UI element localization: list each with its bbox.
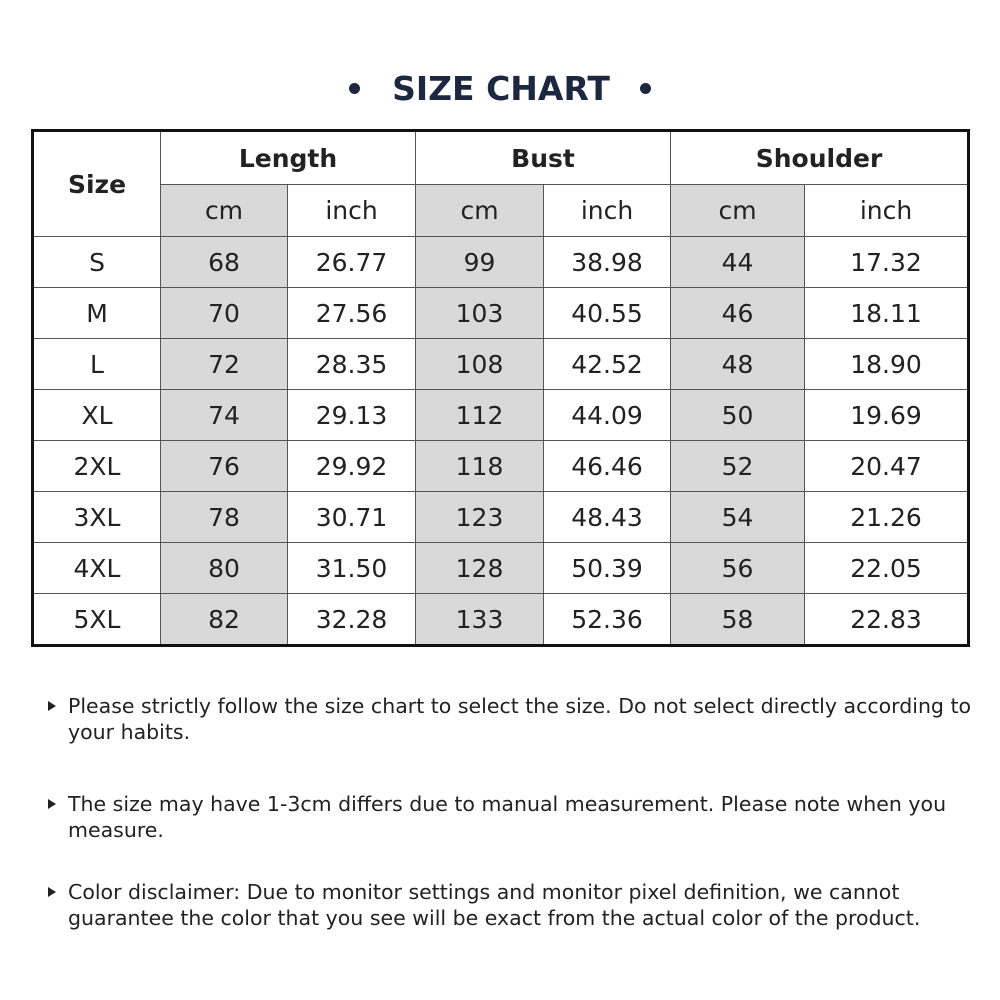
- triangle-bullet-icon: [48, 799, 56, 809]
- shoulder-group-header: Shoulder: [671, 131, 969, 185]
- size-cell: 4XL: [33, 543, 161, 594]
- value-cell: 58: [671, 594, 805, 646]
- value-cell: 68: [161, 237, 288, 288]
- notes-list: [48, 693, 988, 931]
- length-group-header: Length: [161, 131, 416, 185]
- list-item: [48, 693, 988, 745]
- list-item: [48, 791, 988, 843]
- size-cell: S: [33, 237, 161, 288]
- value-cell: 29.13: [288, 390, 416, 441]
- value-cell: 108: [416, 339, 544, 390]
- table-row: [33, 390, 969, 441]
- value-cell: 46.46: [544, 441, 671, 492]
- triangle-bullet-icon: [48, 701, 56, 711]
- value-cell: 44.09: [544, 390, 671, 441]
- value-cell: 46: [671, 288, 805, 339]
- value-cell: 22.05: [805, 543, 969, 594]
- value-cell: 18.11: [805, 288, 969, 339]
- list-item: [48, 879, 988, 931]
- value-cell: 133: [416, 594, 544, 646]
- value-cell: 74: [161, 390, 288, 441]
- size-cell: M: [33, 288, 161, 339]
- size-cell: XL: [33, 390, 161, 441]
- value-cell: 17.32: [805, 237, 969, 288]
- group-header-row: [33, 131, 969, 185]
- value-cell: 38.98: [544, 237, 671, 288]
- title-row: [0, 62, 1000, 114]
- table-row: [33, 441, 969, 492]
- value-cell: 18.90: [805, 339, 969, 390]
- value-cell: 54: [671, 492, 805, 543]
- value-cell: 72: [161, 339, 288, 390]
- unit-header-cell: cm: [161, 185, 288, 237]
- value-cell: 112: [416, 390, 544, 441]
- value-cell: 22.83: [805, 594, 969, 646]
- value-cell: 52: [671, 441, 805, 492]
- table-row: [33, 543, 969, 594]
- unit-header-cell: inch: [544, 185, 671, 237]
- unit-header-cell: inch: [805, 185, 969, 237]
- value-cell: 78: [161, 492, 288, 543]
- value-cell: 19.69: [805, 390, 969, 441]
- value-cell: 48.43: [544, 492, 671, 543]
- unit-header-cell: inch: [288, 185, 416, 237]
- value-cell: 21.26: [805, 492, 969, 543]
- bullet-dot-icon: [349, 83, 360, 94]
- value-cell: 123: [416, 492, 544, 543]
- bullet-dot-icon: [640, 83, 651, 94]
- table-row: [33, 492, 969, 543]
- value-cell: 20.47: [805, 441, 969, 492]
- unit-header-cell: cm: [671, 185, 805, 237]
- value-cell: 31.50: [288, 543, 416, 594]
- size-cell: 5XL: [33, 594, 161, 646]
- note-text: Color disclaimer: Due to monitor settings and monitor pixel definition, we cannot guarantee the color that you see will be exact from the actual color of the product.: [68, 880, 921, 930]
- triangle-bullet-icon: [48, 887, 56, 897]
- value-cell: 28.35: [288, 339, 416, 390]
- note-text: The size may have 1-3cm differs due to manual measurement. Please note when you measure.: [68, 792, 947, 842]
- value-cell: 27.56: [288, 288, 416, 339]
- size-chart-table: [31, 129, 970, 647]
- value-cell: 42.52: [544, 339, 671, 390]
- size-cell: 3XL: [33, 492, 161, 543]
- unit-header-row: [33, 185, 969, 237]
- value-cell: 76: [161, 441, 288, 492]
- value-cell: 30.71: [288, 492, 416, 543]
- value-cell: 40.55: [544, 288, 671, 339]
- value-cell: 48: [671, 339, 805, 390]
- value-cell: 82: [161, 594, 288, 646]
- size-column-header: Size: [33, 131, 161, 237]
- value-cell: 128: [416, 543, 544, 594]
- value-cell: 80: [161, 543, 288, 594]
- size-cell: 2XL: [33, 441, 161, 492]
- table-row: [33, 594, 969, 646]
- value-cell: 56: [671, 543, 805, 594]
- value-cell: 44: [671, 237, 805, 288]
- unit-header-cell: cm: [416, 185, 544, 237]
- value-cell: 99: [416, 237, 544, 288]
- value-cell: 26.77: [288, 237, 416, 288]
- value-cell: 118: [416, 441, 544, 492]
- value-cell: 29.92: [288, 441, 416, 492]
- value-cell: 50: [671, 390, 805, 441]
- bust-group-header: Bust: [416, 131, 671, 185]
- page-title: SIZE CHART: [392, 68, 610, 108]
- value-cell: 50.39: [544, 543, 671, 594]
- table-row: [33, 237, 969, 288]
- value-cell: 52.36: [544, 594, 671, 646]
- value-cell: 70: [161, 288, 288, 339]
- table-row: [33, 288, 969, 339]
- table-row: [33, 339, 969, 390]
- note-text: Please strictly follow the size chart to select the size. Do not select directly according to your habits.: [68, 694, 972, 744]
- size-cell: L: [33, 339, 161, 390]
- value-cell: 32.28: [288, 594, 416, 646]
- value-cell: 103: [416, 288, 544, 339]
